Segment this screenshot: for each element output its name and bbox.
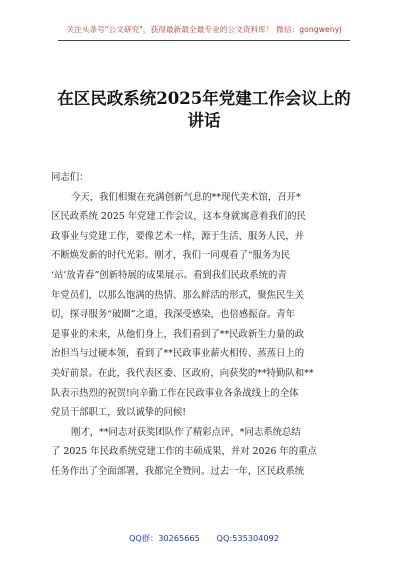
footer-contact	[0, 533, 408, 544]
paragraph-line: ‘站’放青春”创新特展的成果展示。看到我们民政系统的青	[51, 269, 287, 281]
paragraph-line: 不断焕发新的时代光彩。刚才，我们一同观看了“服务为民	[51, 250, 291, 262]
document-title	[40, 88, 368, 132]
header-divider	[58, 40, 350, 41]
paragraph-line: 年党员们，以那么饱满的热情、那么鲜活的形式，聚焦民生关	[51, 289, 305, 301]
paragraph-line: 区民政系统 2025 年党建工作会议，这本身就寓意着我们的民	[51, 211, 306, 223]
document-body	[51, 168, 361, 482]
paragraph-line: 刚才，**同志对获奖团队作了精彩点评，*同志系统总结	[71, 426, 301, 438]
paragraph-line: 切，探寻服务“破圈”之道，我深受感染，也倍感振奋。青年	[51, 309, 295, 321]
header-note: 关注头条号"公文研究"，获得最新最全最专业的公文资料库！ 微信：gongwenyj	[66, 25, 342, 34]
paragraph-line: 治担当与过硬本领，看到了**民政事业薪火相传、蒸蒸日上的	[51, 348, 305, 360]
paragraph-line: 今天，我们相聚在充满创新气息的**现代美术馆，召开*	[71, 191, 301, 203]
paragraph-line: 任务作出了全面部署，我都完全赞同。过去一年，区民政系统	[51, 465, 305, 477]
paragraph-line: 政事业与党建工作，要像艺术一样，源于生活、服务人民，并	[51, 230, 305, 242]
title-line: 讲话	[187, 111, 221, 130]
qq-number: QQ:535304092	[216, 533, 280, 543]
qq-group: QQ群：30265665	[128, 533, 200, 543]
paragraph-line: 党员干部职工，致以诚挚的问候!	[51, 407, 187, 419]
salutation: 同志们：	[51, 172, 89, 183]
paragraph-line: 队表示热烈的祝贺!向辛勤工作在民政事业各条战线上的全体	[51, 387, 299, 399]
paragraph-line: 了 2025 年民政系统党建工作的丰硕成果，并对 2026 年的重点	[51, 446, 317, 458]
paragraph-line: 是事业的未来，从他们身上，我们看到了**民政新生力量的政	[51, 328, 305, 340]
paragraph-line: 美好前景。在此，我代表区委、区政府，向获奖的**特勤队和**	[51, 367, 314, 379]
title-line: 在区民政系统2025年党建工作会议上的	[57, 89, 351, 108]
